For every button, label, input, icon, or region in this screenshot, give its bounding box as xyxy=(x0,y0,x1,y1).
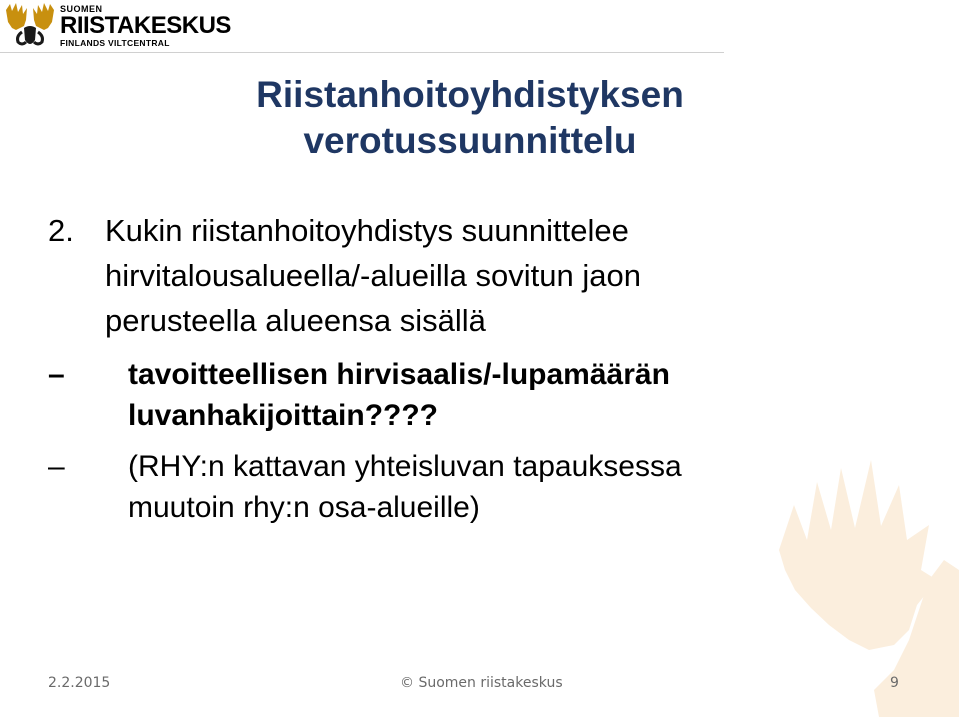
header-divider xyxy=(0,52,724,53)
numbered-paragraph xyxy=(48,208,808,343)
logo-main-text: RIISTAKESKUS xyxy=(60,12,231,39)
dash-item-2 xyxy=(48,446,808,528)
paragraph-line-2: hirvitalousalueella/-alueilla sovitun jaon xyxy=(105,258,641,293)
dash-marker: – xyxy=(48,358,65,391)
brand-logo xyxy=(2,2,242,50)
footer-date: 2.2.2015 xyxy=(48,675,111,691)
logo-sub-text: FINLANDS VILTCENTRAL xyxy=(60,38,170,48)
dash-item-1-line-1: tavoitteellisen hirvisaalis/-lupamäärän xyxy=(128,358,670,391)
page-number: 9 xyxy=(890,675,899,691)
slide-title-line-1: Riistanhoitoyhdistyksen xyxy=(256,74,684,115)
dash-marker: – xyxy=(48,450,65,483)
moose-antler-logo-icon xyxy=(2,2,58,48)
dash-item-1-line-2: luvanhakijoittain???? xyxy=(128,399,439,432)
paragraph-line-3: perusteella alueensa sisällä xyxy=(105,303,486,338)
dash-item-1 xyxy=(48,354,808,436)
dash-item-2-line-1: (RHY:n kattavan yhteisluvan tapauksessa xyxy=(128,450,682,483)
footer-copyright: © Suomen riistakeskus xyxy=(400,675,563,691)
slide-title xyxy=(170,72,770,164)
logo-top-text: SUOMEN xyxy=(60,4,103,14)
item-number: 2. xyxy=(48,213,74,248)
dash-item-2-line-2: muutoin rhy:n osa-alueille) xyxy=(128,491,480,524)
moose-antler-watermark-icon xyxy=(759,430,959,717)
slide-title-line-2: verotussuunnittelu xyxy=(303,120,637,161)
paragraph-line-1: Kukin riistanhoitoyhdistys suunnittelee xyxy=(105,213,629,248)
